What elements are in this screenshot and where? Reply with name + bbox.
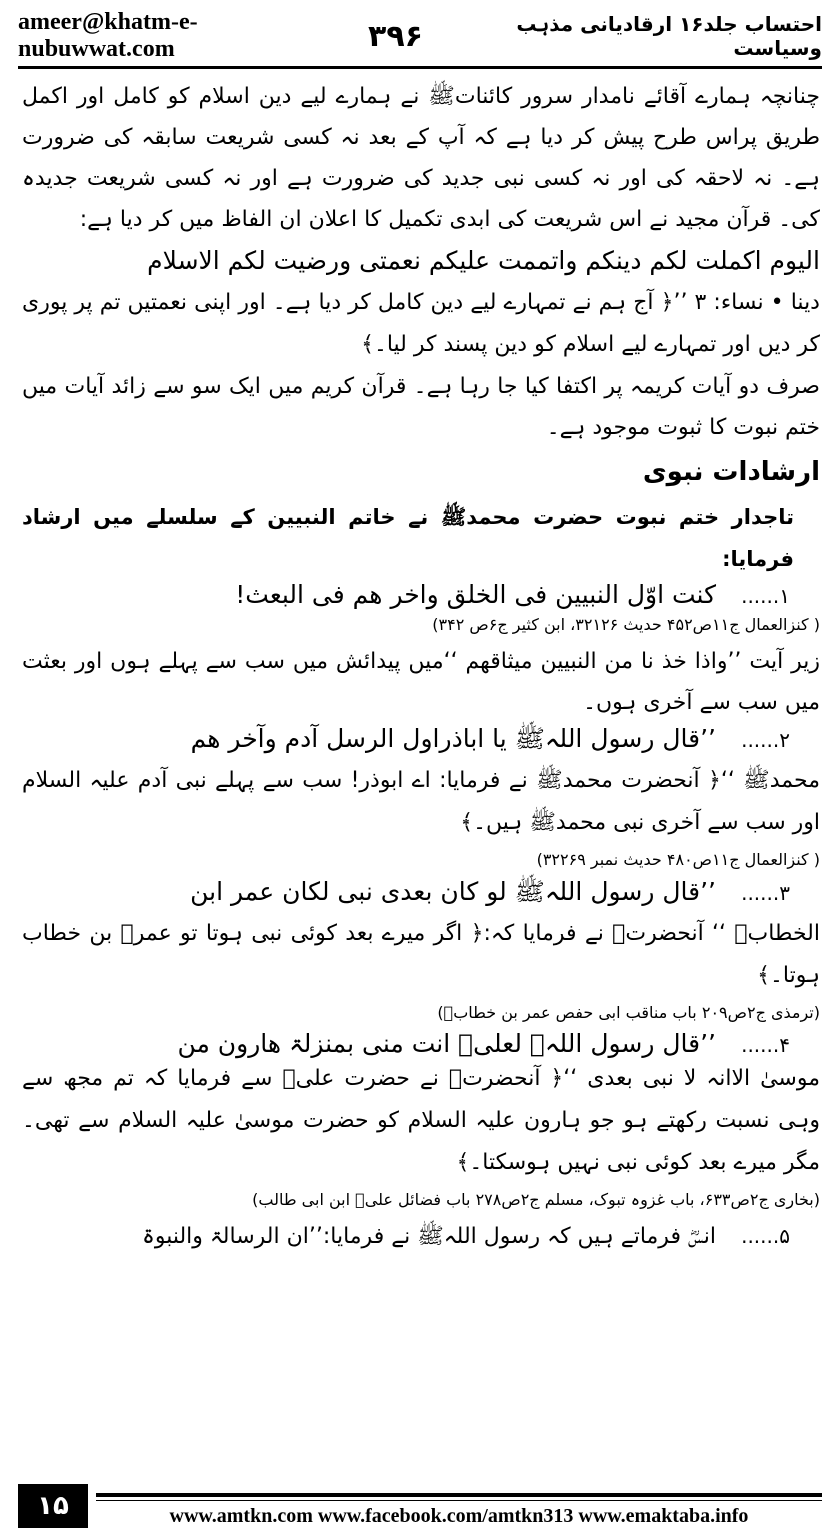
hadith-2-number: ۲...... [741, 728, 790, 752]
footer-links[interactable]: www.amtkn.com www.facebook.com/amtkn313 www.emaktaba.info [169, 1505, 749, 1527]
footer-rule-thick [96, 1493, 822, 1497]
hadith-3-text: الخطابؓ ‘‘ آنحضرتﷺ نے فرمایا کہ:﴿ اگر میرے بعد کوئی نبی ہوتا تو عمرؓ بن خطاب ہوتا۔﴾ [22, 921, 820, 988]
header-left [18, 9, 423, 63]
hadith-3-reference: (ترمذی ج۲ص۲۰۹ باب مناقب ابی حفص عمر بن خطابؓ) [437, 1003, 820, 1022]
header-title: احتساب جلد۱۶ ارقادیانی مذہب وسیاست [516, 12, 822, 60]
hadith-4-reference: (بخاری ج۲ص۶۳۳، باب غزوہ تبوک، مسلم ج۲ص۲۷۸ باب فضائل علیؓ ابن ابی طالب) [252, 1190, 820, 1209]
header-rule [18, 66, 822, 69]
hadith-5-number: ۵...... [741, 1224, 790, 1248]
hadith-1 [22, 580, 820, 609]
hadith-4-arabic: ’’قال رسول اللہﷺ لعلیؓ انت منی بمنزلۃ ھارون من [177, 1029, 716, 1058]
page-content [22, 76, 820, 1456]
header-page-number: ۳۹۶ [368, 18, 423, 54]
hadith-2-text: محمدﷺ ‘‘﴿ آنحضرت محمدﷺ نے فرمایا: اے ابوذر! سب سے پہلے نبی آدم علیہ السلام اور سب سے آخری نبی محمدﷺ ہیں۔﴾ [22, 768, 820, 835]
hadith-1-number: ۱...... [741, 584, 790, 608]
paragraph-intro: چنانچہ ہمارے آقائے نامدار سرور کائناتﷺ نے ہمارے لیے دین اسلام کو کامل اور اکمل طریق پراس طرح پیش کر دیا ہے کہ آپ کے بعد نہ کسی شریعت سابقہ کی ضرورت ہے۔ نہ لاحقہ کی اور نہ کسی نبی جدید کی ضرورت ہے اور نہ کسی شریعت جدیدہ کی۔ قرآن مجید نے اس شریعت کی ابدی تکمیل کا اعلان ان الفاظ میں کر دیا ہے: [22, 84, 820, 232]
section-heading: ارشادات نبوی [642, 457, 820, 487]
hadith-3 [22, 876, 820, 913]
hadith-1-text: زیر آیت ’’واذا خذ نا من النبیین میثاقھم ‘‘میں پیدائش میں سب سے پہلے ہوں اور بعثت میں سب سے آخری ہوں۔ [22, 649, 820, 715]
page-header [18, 10, 822, 62]
hadith-4-number: ۴...... [741, 1033, 790, 1057]
hadith-2-arabic: ’’قال رسول اللہﷺ یا اباذراول الرسل آدم وآخر ھم [190, 724, 716, 753]
hadith-3-number: ۳...... [741, 881, 790, 905]
footer-page-number: ۱۵ [18, 1484, 88, 1528]
hadith-4-text: موسیٰ الاانہ لا نبی بعدی ‘‘﴿ آنحضرتﷺ نے حضرت علیؓ سے فرمایا کہ تم مجھ سے وہی نسبت رکھتے ہو جو ہارون علیہ السلام کو حضرت موسیٰ علیہ السلام سے تھی۔ مگر میرے بعد کوئی نبی نہیں ہوسکتا۔﴾ [22, 1066, 820, 1175]
hadith-1-reference: ( کنزالعمال ج۱۱ص۴۵۲ حدیث ۳۲۱۲۶، ابن کثیر ج۶ص ۳۴۲) [432, 615, 820, 634]
footer-links-block [88, 1484, 822, 1528]
hadith-5-text: انسؓ فرماتے ہیں کہ رسول اللہﷺ نے فرمایا:’’ان الرسالۃ والنبوۃ [141, 1224, 716, 1249]
section-subheading: تاجدار ختم نبوت حضرت محمدﷺ نے خاتم النبیین کے سلسلے میں ارشاد فرمایا: [22, 505, 794, 571]
hadith-3-arabic: ’’قال رسول اللہﷺ لو کان بعدی نبی لکان عمر ابن [190, 877, 716, 906]
header-email: ameer@khatm-e-nubuwwat.com [18, 9, 198, 62]
hadith-4 [22, 1029, 820, 1058]
hadith-2 [22, 723, 820, 760]
quran-verse-arabic: الیوم اکملت لکم دینکم واتممت علیکم نعمتی ورضیت لکم الاسلام [147, 246, 820, 275]
hadith-1-arabic: کنت اوّل النبیین فی الخلق واخر ھم فی البعث! [235, 580, 716, 609]
paragraph-verses-note: صرف دو آیات کریمہ پر اکتفا کیا جا رہا ہے۔ قرآن کریم میں ایک سو سے زائد آیات میں ختم نبوت کا ثبوت موجود ہے۔ [22, 374, 820, 440]
hadith-5 [22, 1216, 820, 1257]
footer-rule-thin [96, 1500, 822, 1501]
hadith-2-reference: ( کنزالعمال ج۱۱ص۴۸۰ حدیث نمبر ۳۲۲۶۹) [536, 850, 820, 869]
quran-verse-translation: دینا • نساء: ۳ ’’﴿ آج ہم نے تمہارے لیے دین کامل کر دیا ہے۔ اور اپنی نعمتیں تم پر پوری کر دیں اور تمہارے لیے اسلام کو دین پسند کر لیا۔﴾ [22, 290, 820, 357]
page-footer [18, 1484, 822, 1528]
